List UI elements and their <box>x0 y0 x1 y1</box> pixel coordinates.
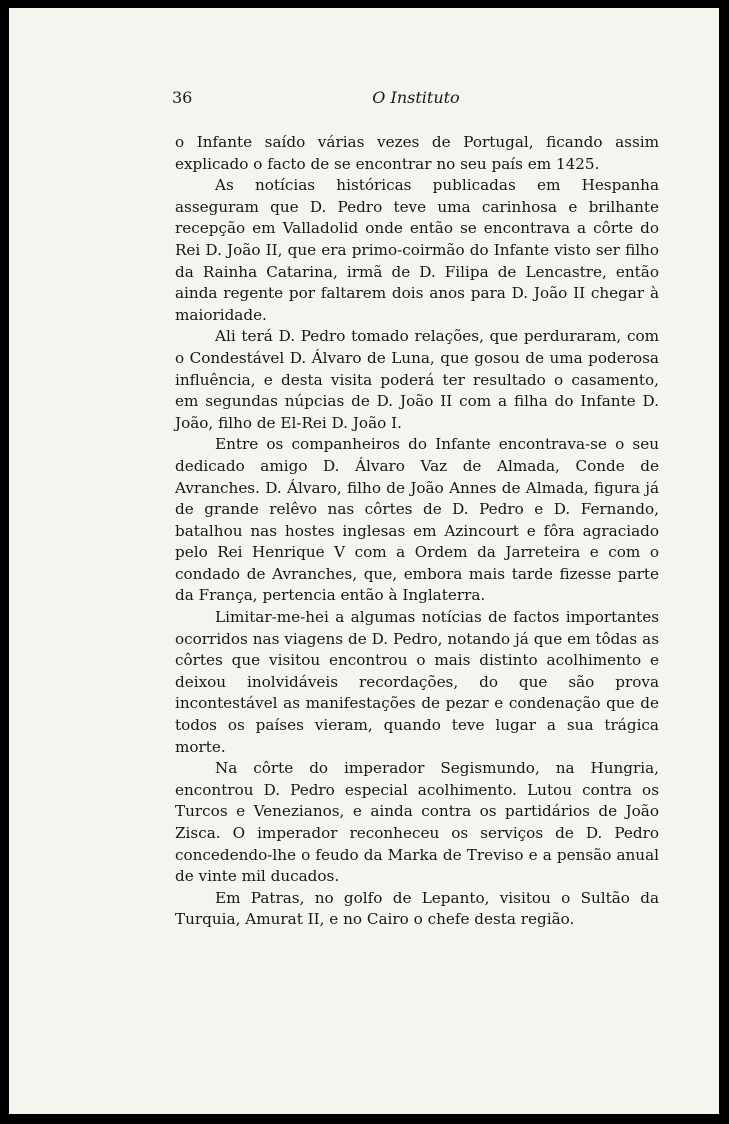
book-page <box>9 8 719 1114</box>
paragraph: Na côrte do imperador Segismundo, na Hungria, encontrou D. Pedro especial acolhimento. Lutou contra os Turcos e Venezianos, e ainda contra os partidários de João Zisca. O imperador reconheceu os serviços de D. Pedro concedendo-lhe o feudo da Marka de Treviso e a pensão anual de vinte mil ducados. <box>175 759 659 886</box>
paragraph: Entre os companheiros do Infante encontrava-se o seu dedicado amigo D. Álvaro Vaz de Almada, Conde de Avranches. D. Álvaro, filho de João Annes de Almada, figura já de grande relêvo nas côrtes de D. Pedro e D. Fernando, batalhou nas hostes inglesas em Azincourt e fôra agraciado pelo Rei Henrique V com a Ordem da Jarreteira e com o condado de Avranches, que, embora mais tarde fizesse parte da França, pertencia então à Inglaterra. <box>175 435 659 605</box>
page-header <box>172 88 660 116</box>
paragraph: Em Patras, no golfo de Lepanto, visitou o Sultão da Turquia, Amurat II, e no Cairo o chefe desta região. <box>175 888 659 929</box>
page-number: 36 <box>172 88 193 107</box>
body-text <box>175 132 659 931</box>
paragraph: As notícias históricas publicadas em Hespanha asseguram que D. Pedro teve uma carinhosa e brilhante recepção em Valladolid onde então se encontrava a côrte do Rei D. João II, que era primo-coirmão do Infante visto ser filho da Rainha Catarina, irmã de D. Filipa de Lencastre, então ainda regente por faltarem dois anos para D. João II chegar à maioridade. <box>175 176 659 324</box>
running-title: O Instituto <box>372 88 460 107</box>
paragraph: Limitar-me-hei a algumas notícias de factos importantes ocorridos nas viagens de D. Pedro, notando já que em tôdas as côrtes que visitou encontrou o mais distinto acolhimento e deixou inolvidáveis recordações, do que são prova incontestável as manifestações de pezar e condenação que de todos os países vieram, quando teve lugar a sua trágica morte. <box>175 608 659 756</box>
paragraph: Ali terá D. Pedro tomado relações, que perduraram, com o Condestável D. Álvaro de Luna, que gosou de uma poderosa influência, e desta visita poderá ter resultado o casamento, em segundas núpcias de D. João II com a filha do Infante D. João, filho de El-Rei D. João I. <box>175 327 659 432</box>
paragraph: o Infante saído várias vezes de Portugal, ficando assim explicado o facto de se encontrar no seu país em 1425. <box>175 133 659 173</box>
